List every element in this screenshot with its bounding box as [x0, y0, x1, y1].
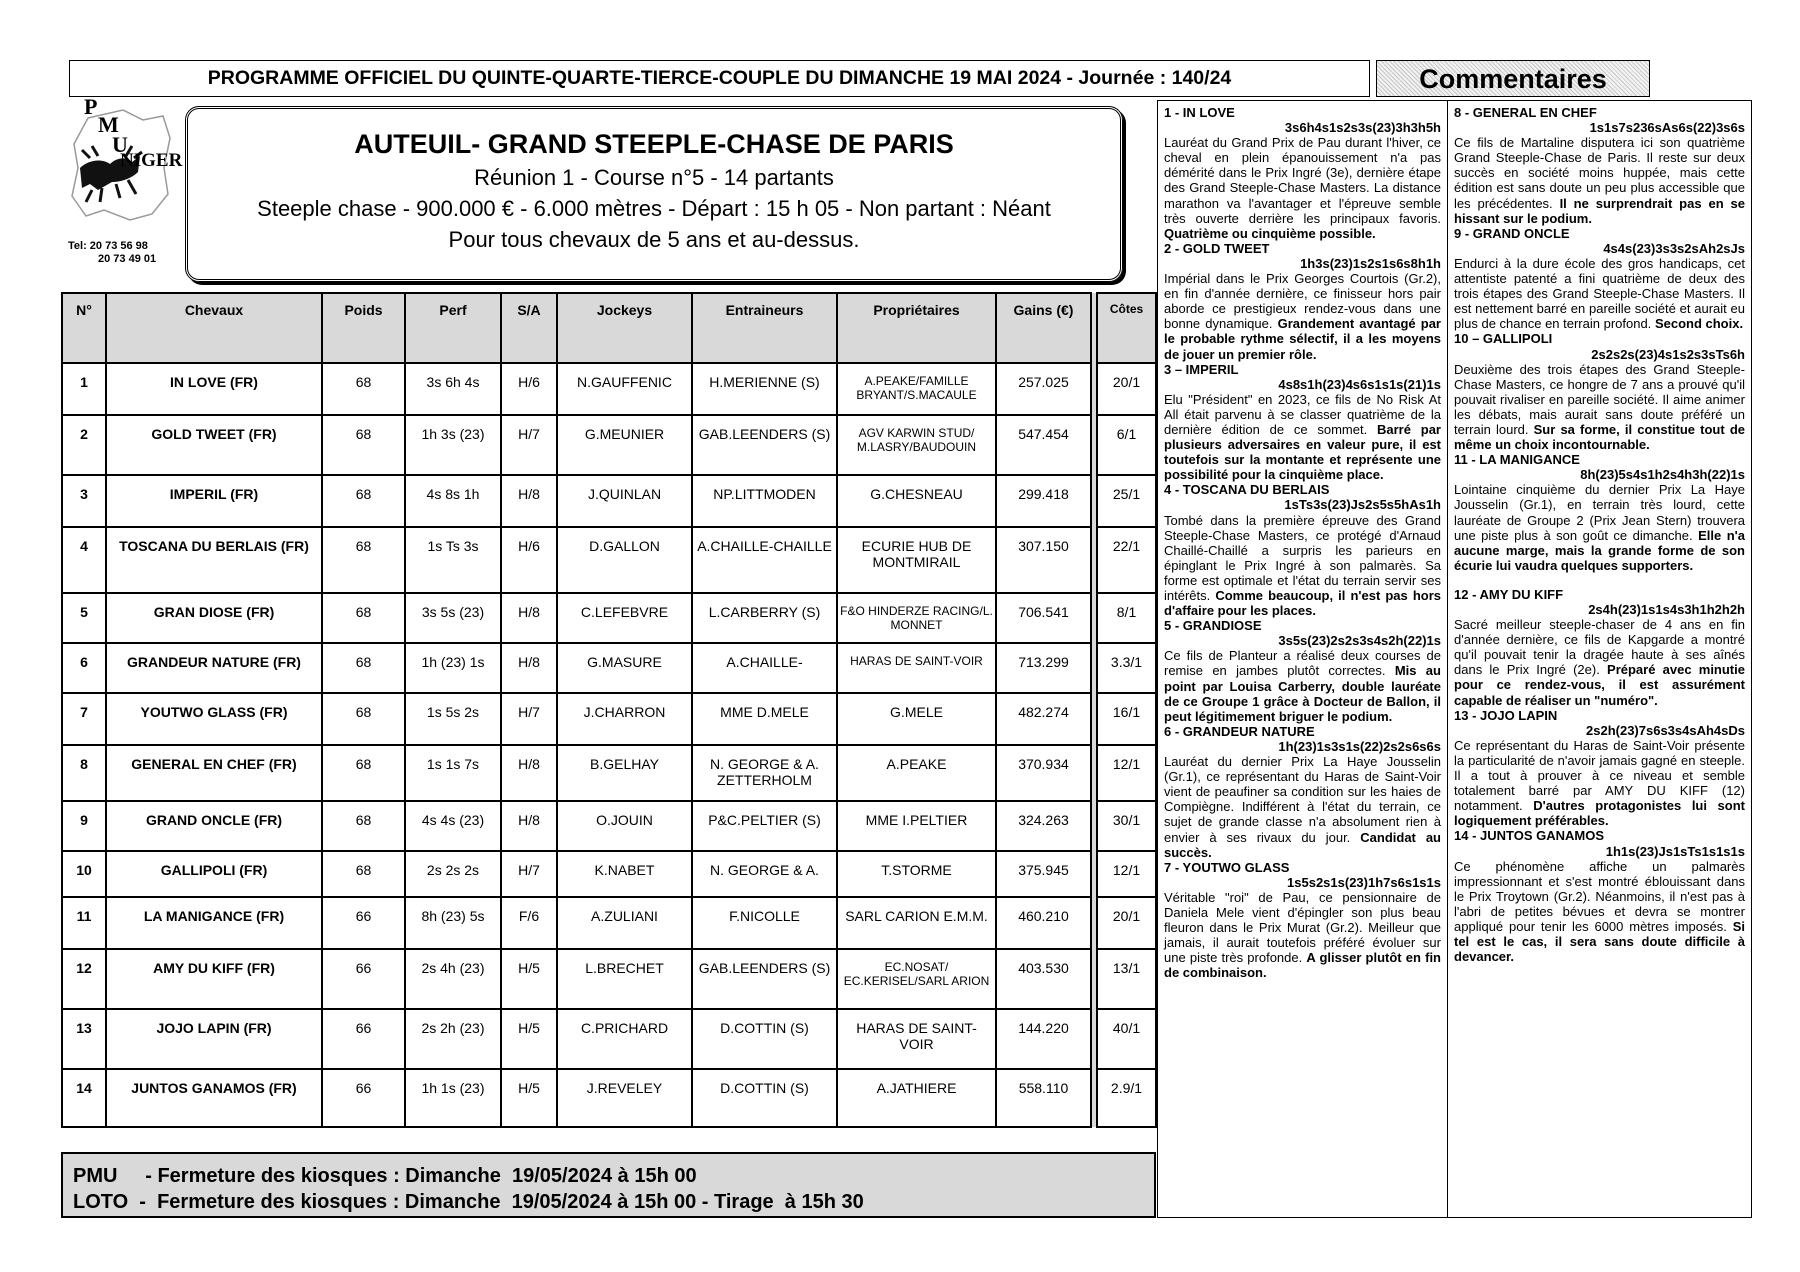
comment-perf-string: 3s6h4s1s2s3s(23)3h3h5h [1284, 120, 1441, 136]
comment-horse-title: 12 - AMY DU KIFF [1454, 586, 1564, 602]
race-meeting-info: Réunion 1 - Course n°5 - 14 partants [474, 165, 834, 190]
comment-verdict: Comme beaucoup, il n'est pas hors d'affaire pour les places. [1164, 588, 1441, 619]
cell-weight: 66 [322, 897, 405, 949]
comment-perf-string: 4s4s(23)3s3s2sAh2sJs [1603, 240, 1745, 256]
cell-weight: 66 [322, 1009, 405, 1069]
cell-gains: 324.263 [996, 801, 1091, 851]
col-header-perf: Perf [405, 293, 501, 363]
cell-trainer: A.CHAILLE-CHAILLE [692, 527, 837, 593]
comment-body: Ce fils de Planteur a réalisé deux courses de remise en jambes plutôt correctes. [1164, 648, 1441, 679]
table-row [62, 415, 1156, 475]
comment-body: Endurci à la dure école des gros handicaps, cet attentiste patenté a fini quatrième de deux des trois étapes des Grand Steeple-Chase Masters. Il est nettement barré en pareille société et aurait eu plus de chance en terrain profond. [1454, 255, 1745, 332]
cell-owner: EC.NOSAT/ EC.KERISEL/SARL ARION [837, 949, 996, 1009]
cell-weight: 66 [322, 949, 405, 1009]
cell-odds: 25/1 [1097, 475, 1156, 527]
cell-number: 9 [62, 801, 106, 851]
comment-verdict: Barré par plusieurs adversaires en valeur pure, il est toutefois sur la montante et représente une possibilité pour la cinquième place. [1164, 421, 1441, 483]
comment-horse-title: 7 - YOUTWO GLASS [1164, 859, 1290, 875]
cell-owner: G.CHESNEAU [837, 475, 996, 527]
cell-sex-age: F/6 [501, 897, 557, 949]
comment-entry [1164, 618, 1441, 724]
comment-entry [1164, 105, 1441, 241]
comment-perf-string: 1h3s(23)1s2s1s6s8h1h [1300, 255, 1441, 271]
comment-horse-title: 3 – IMPERIL [1164, 361, 1239, 377]
cell-number: 8 [62, 745, 106, 801]
table-row [62, 949, 1156, 1009]
cell-trainer: NP.LITTMODEN [692, 475, 837, 527]
cell-weight: 66 [322, 1069, 405, 1127]
cell-number: 12 [62, 949, 106, 1009]
cell-owner: G.MELE [837, 693, 996, 745]
comment-verdict: Second choix. [1654, 316, 1744, 332]
comment-perf-string: 2s2s2s(23)4s1s2s3sTs6h [1591, 346, 1745, 362]
comment-perf-string: 3s5s(23)2s2s3s4s2h(22)1s [1278, 633, 1441, 649]
cell-number: 7 [62, 693, 106, 745]
page-title: PROGRAMME OFFICIEL DU QUINTE-QUARTE-TIERCE-COUPLE DU DIMANCHE 19 MAI 2024 - Journée : 140/24 [69, 60, 1370, 97]
comment-horse-title: 13 - JOJO LAPIN [1454, 707, 1558, 723]
logo-letter-u: U [112, 132, 128, 157]
cell-owner: T.STORME [837, 851, 996, 897]
table-row [62, 1069, 1156, 1127]
cell-perf: 1s 5s 2s [405, 693, 501, 745]
cell-jockey: K.NABET [557, 851, 692, 897]
table-row [62, 897, 1156, 949]
comment-body: Ce fils de Martaline disputera ici son quatrième Grand Steeple-Chase de Paris. Il reste sur deux succès en société moins huppée, mais cette édition est sans doute un peu plus accessible que les précédentes. [1454, 135, 1745, 211]
comments-panel [1157, 100, 1752, 1218]
cell-weight: 68 [322, 593, 405, 643]
cell-gains: 482.274 [996, 693, 1091, 745]
comment-perf-string: 2s4h(23)1s1s4s3h1h2h2h [1588, 602, 1745, 617]
comment-verdict: A glisser plutôt en fin de combinaison. [1164, 950, 1441, 981]
cell-owner: HARAS DE SAINT-VOIR [837, 1009, 996, 1069]
cell-number: 4 [62, 527, 106, 593]
cell-perf: 1s Ts 3s [405, 527, 501, 593]
comment-perf-string: 1h1s(23)Js1sTs1s1s1s [1605, 843, 1745, 859]
cell-odds: 20/1 [1097, 363, 1156, 415]
comment-verdict: Candidat au succès. [1164, 829, 1441, 860]
cell-gains: 370.934 [996, 745, 1091, 801]
cell-gains: 257.025 [996, 363, 1091, 415]
comment-entry [1164, 724, 1441, 860]
cell-gains: 403.530 [996, 949, 1091, 1009]
cell-weight: 68 [322, 801, 405, 851]
cell-trainer: P&C.PELTIER (S) [692, 801, 837, 851]
cell-number: 2 [62, 415, 106, 475]
cell-trainer: A.CHAILLE- [692, 643, 837, 693]
comment-verdict: D'autres protagonistes lui sont logiquement préférables. [1454, 798, 1745, 829]
cell-jockey: B.GELHAY [557, 745, 692, 801]
cell-weight: 68 [322, 643, 405, 693]
cell-weight: 68 [322, 745, 405, 801]
table-header-row [62, 293, 1156, 363]
table-row [62, 475, 1156, 527]
col-header-horses: Chevaux [106, 293, 322, 363]
cell-sex-age: H/8 [501, 475, 557, 527]
cell-trainer: L.CARBERRY (S) [692, 593, 837, 643]
comment-text [1164, 271, 1441, 362]
cell-jockey: C.PRICHARD [557, 1009, 692, 1069]
cell-horse: LA MANIGANCE (FR) [106, 897, 322, 949]
comment-verdict: Quatrième ou cinquième possible. [1164, 225, 1376, 241]
comment-entry [1164, 241, 1441, 362]
cell-trainer: GAB.LEENDERS (S) [692, 949, 837, 1009]
comment-perf-string: 1s1s7s236sAs6s(22)3s6s [1589, 120, 1745, 136]
comment-text [1164, 890, 1441, 981]
cell-perf: 8h (23) 5s [405, 897, 501, 949]
comment-text [1164, 392, 1441, 483]
cell-gains: 299.418 [996, 475, 1091, 527]
cell-trainer: D.COTTIN (S) [692, 1069, 837, 1127]
cell-number: 5 [62, 593, 106, 643]
logo-letter-m: M [98, 112, 119, 137]
cell-horse: TOSCANA DU BERLAIS (FR) [106, 527, 322, 593]
cell-sex-age: H/5 [501, 949, 557, 1009]
cell-gains: 558.110 [996, 1069, 1091, 1127]
cell-jockey: G.MASURE [557, 643, 692, 693]
comment-text [1454, 482, 1745, 573]
comment-verdict: Elle n'a aucune marge, mais la grande forme de son écurie lui vaudra quelques supporters. [1454, 527, 1746, 573]
pmu-closing-line: PMU - Fermeture des kiosques : Dimanche 19/05/2024 à 15h 00 [73, 1165, 697, 1187]
cell-sex-age: H/7 [501, 693, 557, 745]
race-info-box [185, 106, 1123, 282]
comment-horse-title: 14 - JUNTOS GANAMOS [1454, 828, 1605, 844]
cell-gains: 713.299 [996, 643, 1091, 693]
cell-number: 3 [62, 475, 106, 527]
comment-verdict: Grandement avantagé par le probable rythme sélectif, il a les moyens de jouer un premier rôle. [1164, 316, 1441, 362]
comment-text [1164, 754, 1441, 860]
cell-sex-age: H/8 [501, 593, 557, 643]
cell-odds: 40/1 [1097, 1009, 1156, 1069]
cell-horse: IN LOVE (FR) [106, 363, 322, 415]
cell-sex-age: H/6 [501, 527, 557, 593]
cell-odds: 13/1 [1097, 949, 1156, 1009]
cell-horse: AMY DU KIFF (FR) [106, 949, 322, 1009]
cell-odds: 8/1 [1097, 593, 1156, 643]
pmu-niger-logo [68, 94, 183, 265]
comment-verdict: Préparé avec minutie pour ce rendez-vous, il est assurément capable de réaliser un "numéro". [1454, 662, 1745, 708]
cell-odds: 2.9/1 [1097, 1069, 1156, 1127]
cell-horse: GRAND ONCLE (FR) [106, 801, 322, 851]
closing-times-footer [61, 1152, 1156, 1218]
comment-horse-title: 4 - TOSCANA DU BERLAIS [1164, 482, 1330, 498]
cell-jockey: A.ZULIANI [557, 897, 692, 949]
cell-odds: 3.3/1 [1097, 643, 1156, 693]
cell-jockey: G.MEUNIER [557, 415, 692, 475]
cell-horse: GRAN DIOSE (FR) [106, 593, 322, 643]
comment-perf-string: 1sTs3s(23)Js2s5s5hAs1h [1284, 497, 1441, 513]
comment-horse-title: 2 - GOLD TWEET [1164, 240, 1270, 256]
comment-horse-title: 8 - GENERAL EN CHEF [1454, 105, 1597, 120]
comment-text [1454, 859, 1745, 965]
cell-horse: JOJO LAPIN (FR) [106, 1009, 322, 1069]
cell-owner: HARAS DE SAINT-VOIR [837, 643, 996, 693]
phone-number-1: Tel: 20 73 56 98 [68, 240, 148, 252]
col-header-sex-age: S/A [501, 293, 557, 363]
cell-gains: 375.945 [996, 851, 1091, 897]
logo-letter-p: P [84, 94, 98, 119]
comment-body: Lauréat du Grand Prix de Pau durant l'hiver, ce cheval en plein épanouissement n'a pas démérité dans le Prix Ingré (3e), dernière étape des Grand Steeple-Chase Masters. La distance marathon va l'avantager et l'épreuve semble très ouverte derrière les principaux favoris. [1164, 135, 1441, 226]
cell-horse: GOLD TWEET (FR) [106, 415, 322, 475]
cell-horse: IMPERIL (FR) [106, 475, 322, 527]
comments-column-left [1158, 101, 1448, 1217]
comment-verdict: Il ne surprendrait pas en se hissant sur le podium. [1454, 195, 1745, 226]
comment-body: Elu "Président" en 2023, ce fils de No Risk At All était parvenu à se classer quatrième de la dernière édition de ce sommet. [1164, 391, 1441, 437]
comment-perf-string: 1s5s2s1s(23)1h7s6s1s1s [1287, 874, 1441, 890]
comment-text [1164, 135, 1441, 241]
cell-number: 14 [62, 1069, 106, 1127]
runners-table [61, 292, 1157, 1128]
comment-text [1454, 135, 1745, 226]
cell-odds: 20/1 [1097, 897, 1156, 949]
cell-odds: 6/1 [1097, 415, 1156, 475]
cell-jockey: L.BRECHET [557, 949, 692, 1009]
cell-gains: 706.541 [996, 593, 1091, 643]
cell-trainer: N. GEORGE & A. ZETTERHOLM [692, 745, 837, 801]
cell-trainer: F.NICOLLE [692, 897, 837, 949]
cell-jockey: C.LEFEBVRE [557, 593, 692, 643]
cell-perf: 3s 5s (23) [405, 593, 501, 643]
table-row [62, 693, 1156, 745]
comment-perf-string: 2s2h(23)7s6s3s4sAh4sDs [1586, 722, 1745, 738]
table-row [62, 1009, 1156, 1069]
comment-verdict: Si tel est le cas, il sera sans doute difficile à devancer. [1454, 918, 1745, 965]
cell-horse: GRANDEUR NATURE (FR) [106, 643, 322, 693]
cell-sex-age: H/5 [501, 1069, 557, 1127]
cell-owner: A.JATHIERE [837, 1069, 996, 1127]
cell-perf: 1h 3s (23) [405, 415, 501, 475]
cell-gains: 460.210 [996, 897, 1091, 949]
comment-verdict: Sur sa forme, il constitue tout de même un choix incontournable. [1454, 421, 1745, 453]
comment-text [1454, 256, 1745, 331]
cell-perf: 3s 6h 4s [405, 363, 501, 415]
comment-entry [1454, 452, 1745, 573]
table-row [62, 643, 1156, 693]
cell-owner: F&O HINDERZE RACING/L. MONNET [837, 593, 996, 643]
cell-jockey: J.CHARRON [557, 693, 692, 745]
cell-weight: 68 [322, 693, 405, 745]
logo-text-niger: NIGER [120, 150, 183, 171]
comments-header: Commentaires [1376, 60, 1650, 97]
comment-body: Deuxième des trois étapes des Grand Steeple-Chase Masters, ce hongre de 7 ans a prouvé qu'il pouvait rivaliser en pareille société. Il aime animer les débats, mais aurait sans doute préféré un terrain lourd. [1454, 361, 1745, 437]
cell-jockey: D.GALLON [557, 527, 692, 593]
comment-horse-title: 11 - LA MANIGANCE [1454, 452, 1580, 468]
cell-perf: 4s 4s (23) [405, 801, 501, 851]
cell-sex-age: H/6 [501, 363, 557, 415]
cell-horse: YOUTWO GLASS (FR) [106, 693, 322, 745]
cell-jockey: J.QUINLAN [557, 475, 692, 527]
comment-body: Lauréat du dernier Prix La Haye Jousselin (Gr.1), ce représentant du Haras de Saint-Voir vient de peaufiner sa condition sur les haies de Compiègne. Indifférent à l'état du terrain, ce sujet de grande classe n'a absolument rien à envier à ses rivaux du jour. [1164, 754, 1441, 845]
comment-entry [1454, 331, 1745, 452]
cell-number: 6 [62, 643, 106, 693]
comment-entry [1164, 860, 1441, 981]
cell-trainer: MME D.MELE [692, 693, 837, 745]
cell-odds: 12/1 [1097, 745, 1156, 801]
cell-odds: 16/1 [1097, 693, 1156, 745]
cell-sex-age: H/7 [501, 415, 557, 475]
race-title: AUTEUIL- GRAND STEEPLE-CHASE DE PARIS [354, 129, 954, 159]
comment-perf-string: 1h(23)1s3s1s(22)2s2s6s6s [1278, 738, 1441, 754]
comment-entry [1454, 587, 1745, 708]
comment-horse-title: 9 - GRAND ONCLE [1454, 225, 1570, 241]
comment-entry [1164, 362, 1441, 483]
cell-weight: 68 [322, 851, 405, 897]
cell-sex-age: H/8 [501, 801, 557, 851]
comment-perf-string: 8h(23)5s4s1h2s4h3h(22)1s [1580, 467, 1745, 483]
table-row [62, 363, 1156, 415]
cell-trainer: N. GEORGE & A. [692, 851, 837, 897]
comment-body: Sacré meilleur steeple-chaser de 4 ans en fin d'année dernière, ce fils de Kapgarde a montré qu'il pouvait tenir la dragée haute à ses aînés dans le Prix Ingré (2e). [1454, 617, 1745, 678]
comment-horse-title: 5 - GRANDIOSE [1164, 618, 1262, 634]
comment-horse-title: 1 - IN LOVE [1164, 105, 1235, 120]
cell-odds: 12/1 [1097, 851, 1156, 897]
cell-jockey: J.REVELEY [557, 1069, 692, 1127]
comment-horse-title: 6 - GRANDEUR NATURE [1164, 723, 1315, 739]
table-row [62, 593, 1156, 643]
cell-sex-age: H/8 [501, 745, 557, 801]
comment-entry [1454, 105, 1745, 226]
cell-gains: 307.150 [996, 527, 1091, 593]
comment-body: Véritable "roi" de Pau, ce pensionnaire de Daniela Mele vient d'épingler son plus beau fleuron dans le Prix Murat (Gr.2). Meilleur que jamais, il aurait toutefois préféré évoluer sur une piste très profonde. [1164, 889, 1441, 966]
comment-body: Tombé dans la première épreuve des Grand Steeple-Chase Masters, ce protégé d'Arnaud Chaillé-Chaillé a surpris les parieurs en épinglant le Prix Ingré à son palmarès. Sa forme est optimale et l'état du terrain servir ses intérêts. [1164, 512, 1441, 603]
cell-owner: MME I.PELTIER [837, 801, 996, 851]
cell-sex-age: H/8 [501, 643, 557, 693]
cell-perf: 1s 1s 7s [405, 745, 501, 801]
cell-odds: 30/1 [1097, 801, 1156, 851]
cell-jockey: N.GAUFFENIC [557, 363, 692, 415]
comment-body: Lointaine cinquième du dernier Prix La Haye Jousselin (Gr.1), en terrain très lourd, cette lauréate de Groupe 2 (Prix Jean Stern) trouvera une piste plus à son goût ce dimanche. [1454, 482, 1745, 543]
comment-entry [1454, 708, 1745, 829]
col-header-odds: Côtes [1097, 293, 1156, 363]
cell-odds: 22/1 [1097, 527, 1156, 593]
comment-horse-title: 10 – GALLIPOLI [1454, 331, 1553, 347]
cell-trainer: D.COTTIN (S) [692, 1009, 837, 1069]
cell-perf: 2s 2s 2s [405, 851, 501, 897]
cell-sex-age: H/7 [501, 851, 557, 897]
comment-text [1454, 362, 1745, 453]
cell-perf: 2s 2h (23) [405, 1009, 501, 1069]
phone-number-2: 20 73 49 01 [98, 253, 157, 265]
comment-text [1454, 617, 1745, 708]
col-header-weight: Poids [322, 293, 405, 363]
comment-text [1454, 738, 1745, 829]
cell-perf: 2s 4h (23) [405, 949, 501, 1009]
cell-number: 13 [62, 1009, 106, 1069]
comment-verdict: Mis au point par Louisa Carberry, double lauréate de ce Groupe 1 grâce à Docteur de Ballon, il peut légitimement briguer le podium. [1164, 663, 1441, 724]
cell-perf: 1h (23) 1s [405, 643, 501, 693]
cell-number: 11 [62, 897, 106, 949]
cell-trainer: H.MERIENNE (S) [692, 363, 837, 415]
cell-horse: GALLIPOLI (FR) [106, 851, 322, 897]
comment-body: Impérial dans le Prix Georges Courtois (Gr.2), en fin d'année dernière, ce finisseur hors pair aborde ce prestigieux rendez-vous dans une bonne dynamique. [1164, 271, 1441, 332]
col-header-trainers: Entraineurs [692, 293, 837, 363]
cell-perf: 4s 8s 1h [405, 475, 501, 527]
comment-entry [1454, 828, 1745, 964]
table-row [62, 745, 1156, 801]
cell-weight: 68 [322, 475, 405, 527]
cell-owner: AGV KARWIN STUD/ M.LASRY/BAUDOUIN [837, 415, 996, 475]
cell-number: 10 [62, 851, 106, 897]
race-eligibility: Pour tous chevaux de 5 ans et au-dessus. [448, 227, 860, 252]
col-header-jockeys: Jockeys [557, 293, 692, 363]
table-row [62, 801, 1156, 851]
cell-weight: 68 [322, 415, 405, 475]
cell-number: 1 [62, 363, 106, 415]
cell-horse: GENERAL EN CHEF (FR) [106, 745, 322, 801]
cell-weight: 68 [322, 527, 405, 593]
comment-body: Ce phénomène affiche un palmarès impressionnant et s'est montré éblouissant dans le Prix Troytown (Gr.2). Néanmoins, il n'est pas à l'abri de petites bévues et devra se montrer appliqué pour tenir les 6000 mètres imposés. [1454, 858, 1745, 934]
table-row [62, 527, 1156, 593]
race-conditions: Steeple chase - 900.000 € - 6.000 mètres - Départ : 15 h 05 - Non partant : Néant [257, 196, 1051, 221]
col-header-owners: Propriétaires [837, 293, 996, 363]
cell-owner: A.PEAKE [837, 745, 996, 801]
cell-perf: 1h 1s (23) [405, 1069, 501, 1127]
table-row [62, 851, 1156, 897]
comment-entry [1164, 482, 1441, 618]
cell-horse: JUNTOS GANAMOS (FR) [106, 1069, 322, 1127]
cell-weight: 68 [322, 363, 405, 415]
col-header-number: N° [62, 293, 106, 363]
cell-owner: ECURIE HUB DE MONTMIRAIL [837, 527, 996, 593]
comment-entry [1454, 226, 1745, 332]
comment-body: Ce représentant du Haras de Saint-Voir présente la particularité de n'avoir jamais gagné en steeple. Il a tout à prouver à ce niveau et semble totalement barré par AMY DU KIFF (12) notamment. [1454, 737, 1745, 814]
cell-trainer: GAB.LEENDERS (S) [692, 415, 837, 475]
comment-text [1164, 648, 1441, 723]
comment-perf-string: 4s8s1h(23)4s6s1s1s(21)1s [1278, 376, 1441, 392]
cell-gains: 547.454 [996, 415, 1091, 475]
cell-sex-age: H/5 [501, 1009, 557, 1069]
comment-text [1164, 513, 1441, 619]
cell-jockey: O.JOUIN [557, 801, 692, 851]
cell-gains: 144.220 [996, 1009, 1091, 1069]
cell-owner: A.PEAKE/FAMILLE BRYANT/S.MACAULE [837, 363, 996, 415]
col-header-gains: Gains (€) [996, 293, 1091, 363]
loto-closing-line: LOTO - Fermeture des kiosques : Dimanche 19/05/2024 à 15h 00 - Tirage à 15h 30 [73, 1191, 864, 1213]
comments-column-right [1448, 101, 1751, 1217]
cell-owner: SARL CARION E.M.M. [837, 897, 996, 949]
